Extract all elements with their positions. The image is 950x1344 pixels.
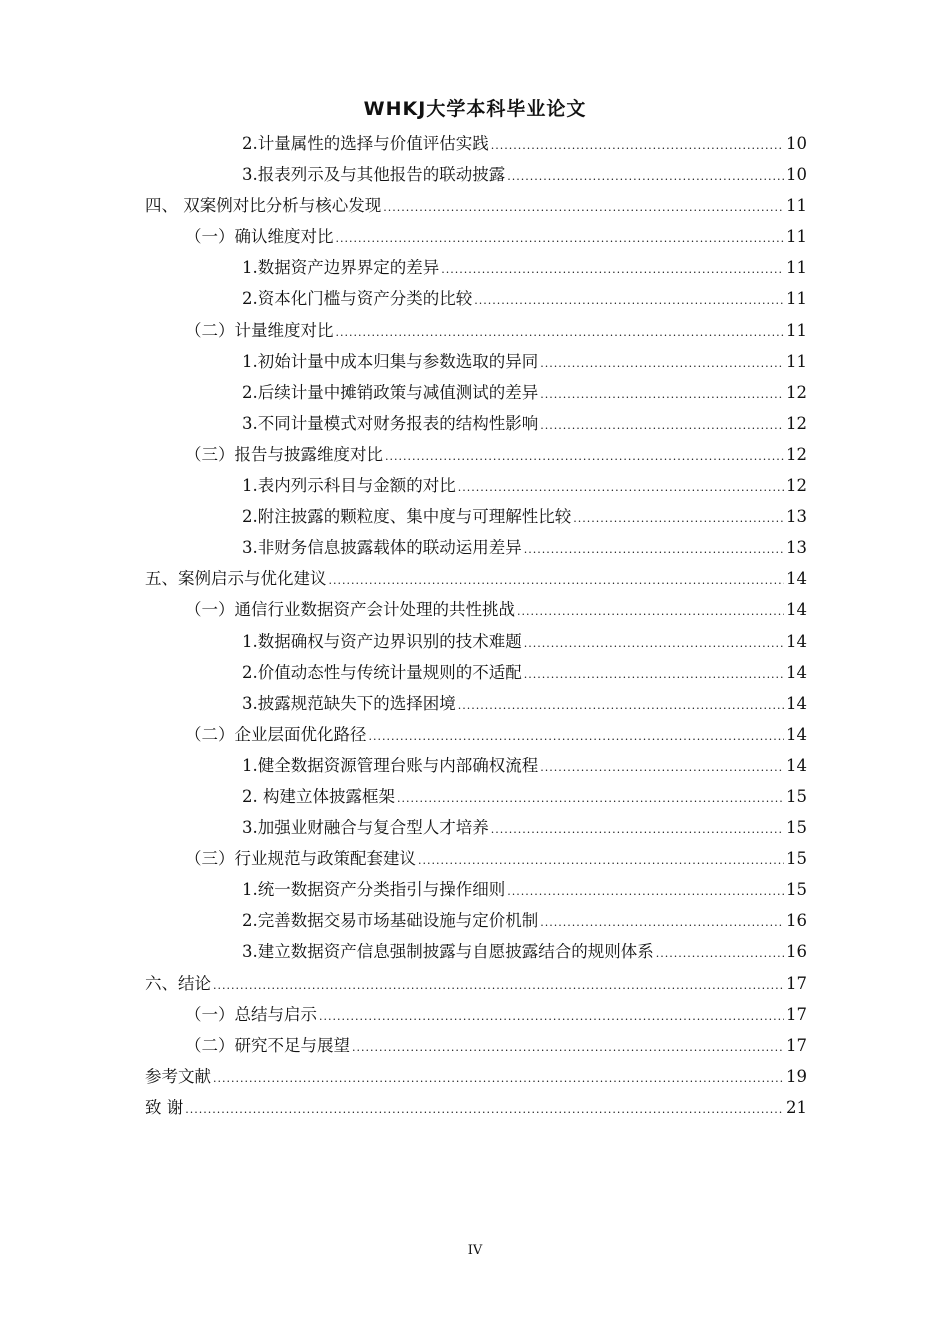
- toc-entry-page: 16: [786, 942, 807, 962]
- toc-dot-leader: [385, 441, 784, 472]
- toc-entry-label: 3.不同计量模式对财务报表的结构性影响: [242, 413, 539, 433]
- toc-dot-leader: [573, 503, 784, 534]
- toc-entry-page: 11: [786, 227, 807, 247]
- toc-entry[interactable]: [145, 1061, 807, 1092]
- toc-dot-leader: [319, 1001, 784, 1032]
- toc-entry-label: 2.价值动态性与传统计量规则的不适配: [242, 662, 522, 682]
- toc-dot-leader: [540, 907, 784, 938]
- toc-dot-leader: [540, 410, 784, 441]
- toc-dot-leader: [524, 659, 784, 690]
- toc-entry[interactable]: [145, 315, 807, 346]
- toc-entry[interactable]: [145, 470, 807, 501]
- toc-entry[interactable]: [145, 563, 807, 594]
- toc-dot-leader: [491, 814, 784, 845]
- toc-entry[interactable]: [145, 159, 807, 190]
- toc-entry[interactable]: [145, 874, 807, 905]
- toc-entry-label: 六、结论: [145, 973, 211, 993]
- toc-entry-page: 14: [786, 600, 807, 620]
- toc-entry-page: 15: [786, 880, 807, 900]
- toc-dot-leader: [458, 690, 784, 721]
- toc-dot-leader: [213, 970, 784, 1001]
- toc-dot-leader: [369, 721, 785, 752]
- toc-dot-leader: [458, 472, 784, 503]
- toc-dot-leader: [507, 876, 784, 907]
- toc-entry-page: 17: [786, 1035, 807, 1055]
- toc-entry-label: 2.完善数据交易市场基础设施与定价机制: [242, 911, 539, 931]
- toc-dot-leader: [352, 1032, 784, 1063]
- toc-entry[interactable]: [145, 408, 807, 439]
- toc-entry[interactable]: [145, 532, 807, 563]
- toc-dot-leader: [524, 534, 784, 565]
- toc-entry[interactable]: [145, 719, 807, 750]
- toc-entry-label: （三）行业规范与政策配套建议: [185, 849, 416, 869]
- toc-entry-label: 1.表内列示科目与金额的对比: [242, 476, 456, 496]
- toc-dot-leader: [213, 1063, 784, 1094]
- toc-entry-label: 1.健全数据资源管理台账与内部确权流程: [242, 755, 539, 775]
- toc-entry[interactable]: [145, 346, 807, 377]
- toc-dot-leader: [524, 628, 784, 659]
- toc-entry-label: （三）报告与披露维度对比: [185, 444, 383, 464]
- toc-entry-label: 3.非财务信息披露载体的联动运用差异: [242, 538, 522, 558]
- toc-entry[interactable]: [145, 377, 807, 408]
- toc-entry-page: 10: [786, 134, 807, 153]
- toc-entry-page: 11: [786, 351, 807, 371]
- toc-entry-page: 12: [786, 382, 807, 402]
- toc-entry[interactable]: [145, 781, 807, 812]
- toc-entry[interactable]: [145, 968, 807, 999]
- toc-entry-label: 3.加强业财融合与复合型人才培养: [242, 818, 489, 838]
- toc-entry-page: 15: [786, 818, 807, 838]
- toc-entry-page: 10: [786, 165, 807, 185]
- toc-entry-page: 11: [786, 196, 807, 216]
- toc-entry-page: 17: [786, 1004, 807, 1024]
- table-of-contents: [145, 128, 807, 1123]
- toc-entry-page: 15: [786, 786, 807, 806]
- toc-entry[interactable]: [145, 626, 807, 657]
- toc-entry-label: （一）总结与启示: [185, 1004, 317, 1024]
- toc-entry-label: 2.资本化门槛与资产分类的比较: [242, 289, 473, 309]
- toc-entry-page: 21: [786, 1097, 807, 1117]
- toc-entry-page: 15: [786, 849, 807, 869]
- toc-entry-page: 13: [786, 538, 807, 558]
- toc-entry-label: 2.附注披露的颗粒度、集中度与可理解性比较: [242, 507, 572, 527]
- toc-entry[interactable]: [145, 657, 807, 688]
- toc-entry-label: 2.后续计量中摊销政策与减值测试的差异: [242, 382, 539, 402]
- toc-entry-label: 3.披露规范缺失下的选择困境: [242, 693, 456, 713]
- toc-dot-leader: [336, 317, 785, 348]
- toc-entry-label: 参考文献: [145, 1066, 211, 1086]
- toc-dot-leader: [491, 130, 784, 161]
- toc-dot-leader: [507, 161, 784, 192]
- page-number: IV: [467, 1243, 483, 1258]
- toc-dot-leader: [540, 379, 784, 410]
- toc-entry[interactable]: [145, 252, 807, 283]
- toc-dot-leader: [441, 254, 784, 285]
- toc-entry[interactable]: [145, 501, 807, 532]
- toc-entry-label: （一）确认维度对比: [185, 227, 334, 247]
- toc-entry-label: （二）计量维度对比: [185, 320, 334, 340]
- toc-dot-leader: [540, 752, 784, 783]
- toc-entry-label: 1.统一数据资产分类指引与操作细则: [242, 880, 506, 900]
- toc-entry-page: 13: [786, 507, 807, 527]
- toc-entry-label: 1.数据资产边界界定的差异: [242, 258, 440, 278]
- toc-entry-page: 12: [786, 444, 807, 464]
- toc-entry-page: 11: [786, 258, 807, 278]
- toc-entry[interactable]: [145, 812, 807, 843]
- toc-entry[interactable]: [145, 936, 807, 967]
- toc-entry-page: 17: [786, 973, 807, 993]
- toc-entry[interactable]: [145, 999, 807, 1030]
- toc-entry[interactable]: [145, 905, 807, 936]
- toc-dot-leader: [656, 938, 784, 969]
- toc-dot-leader: [418, 845, 784, 876]
- toc-entry-page: 19: [786, 1066, 807, 1086]
- toc-entry-label: 2. 构建立体披露框架: [242, 786, 395, 806]
- toc-entry-label: 2.计量属性的选择与价值评估实践: [242, 134, 489, 153]
- toc-dot-leader: [397, 783, 784, 814]
- toc-entry[interactable]: [145, 1092, 807, 1123]
- toc-entry[interactable]: [145, 1030, 807, 1061]
- toc-entry-page: 11: [786, 289, 807, 309]
- toc-entry-page: 11: [786, 320, 807, 340]
- toc-entry-page: 14: [786, 631, 807, 651]
- toc-dot-leader: [474, 285, 784, 316]
- toc-entry[interactable]: [145, 283, 807, 314]
- toc-entry[interactable]: [145, 128, 807, 159]
- toc-entry-page: 16: [786, 911, 807, 931]
- toc-entry-page: 14: [786, 755, 807, 775]
- toc-entry-label: （一）通信行业数据资产会计处理的共性挑战: [185, 600, 515, 620]
- toc-entry-label: （二）研究不足与展望: [185, 1035, 350, 1055]
- toc-entry[interactable]: [145, 221, 807, 252]
- toc-entry-label: 1.数据确权与资产边界识别的技术难题: [242, 631, 522, 651]
- toc-dot-leader: [517, 596, 784, 627]
- toc-entry[interactable]: [145, 439, 807, 470]
- toc-dot-leader: [383, 192, 784, 223]
- toc-entry-label: 五、案例启示与优化建议: [145, 569, 327, 589]
- toc-entry-page: 14: [786, 569, 807, 589]
- toc-entry-page: 14: [786, 662, 807, 682]
- toc-entry-page: 12: [786, 476, 807, 496]
- toc-entry[interactable]: [145, 190, 807, 221]
- toc-entry-label: 1.初始计量中成本归集与参数选取的异同: [242, 351, 539, 371]
- toc-entry-page: 14: [786, 693, 807, 713]
- toc-entry-page: 12: [786, 413, 807, 433]
- toc-dot-leader: [185, 1094, 784, 1125]
- toc-dot-leader: [329, 565, 785, 596]
- toc-entry-page: 14: [786, 724, 807, 744]
- toc-entry-label: 四、 双案例对比分析与核心发现: [145, 196, 382, 216]
- toc-dot-leader: [336, 223, 785, 254]
- toc-entry[interactable]: [145, 688, 807, 719]
- toc-entry[interactable]: [145, 843, 807, 874]
- toc-entry-label: 致 谢: [145, 1097, 184, 1117]
- toc-entry-label: （二）企业层面优化路径: [185, 724, 367, 744]
- page-header-title: WHKJ大学本科毕业论文: [363, 98, 587, 120]
- toc-dot-leader: [540, 348, 784, 379]
- toc-entry-label: 3.建立数据资产信息强制披露与自愿披露结合的规则体系: [242, 942, 654, 962]
- toc-entry-label: 3.报表列示及与其他报告的联动披露: [242, 165, 506, 185]
- toc-entry[interactable]: [145, 594, 807, 625]
- toc-entry[interactable]: [145, 750, 807, 781]
